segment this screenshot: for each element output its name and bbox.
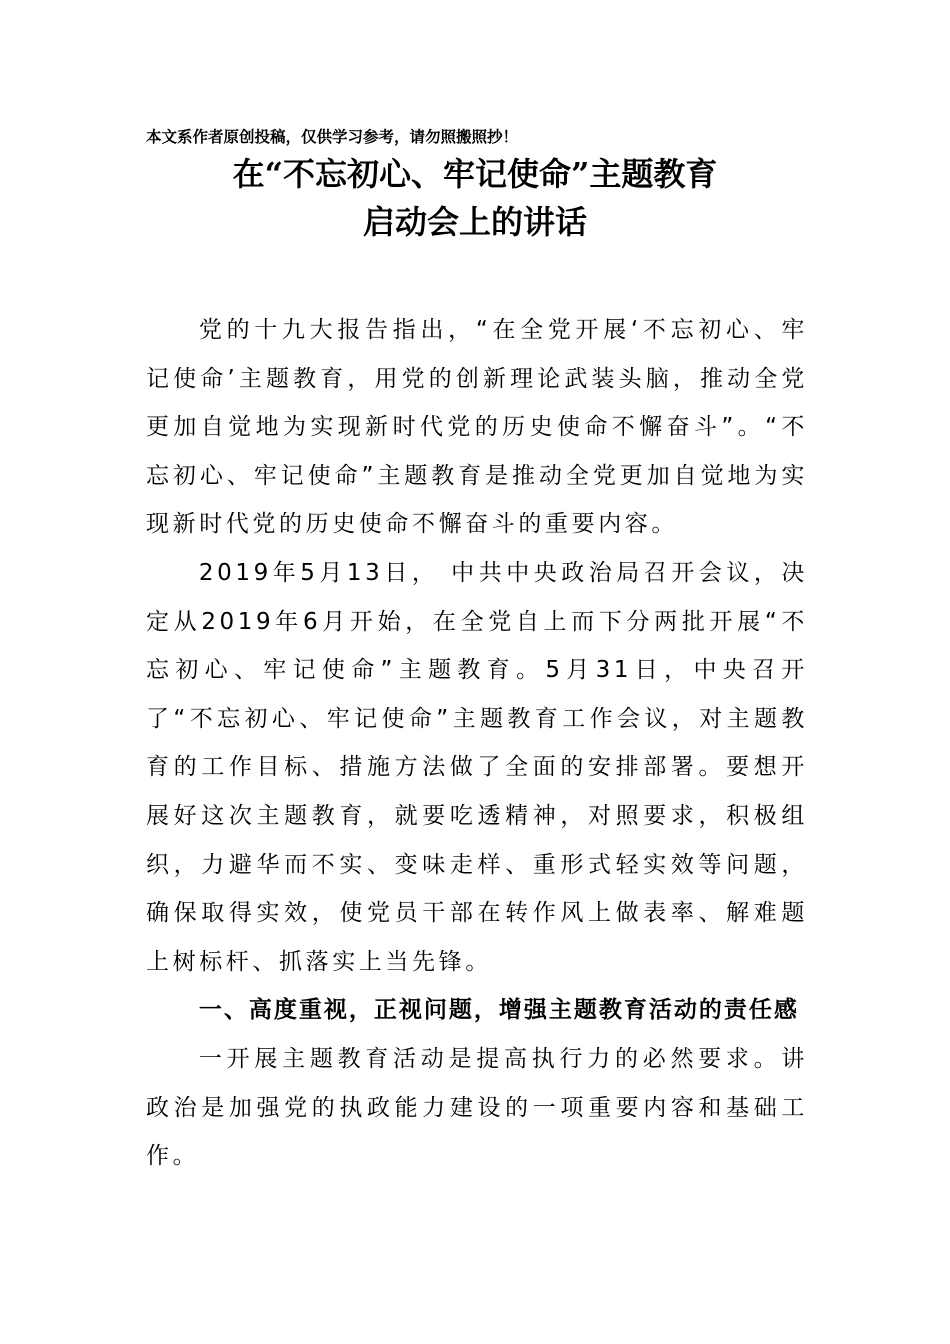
copyright-notice: 本文系作者原创投稿，仅供学习参考，请勿照搬照抄！: [146, 127, 519, 146]
document-title-line-2: 启动会上的讲话: [362, 203, 587, 241]
body-paragraph: 2019年5月13日， 中共中央政治局召开会议，决定从2019年6月开始，在全党自上而下分两批开展“不忘初心、牢记使命”主题教育。5月31日，中央召开了“不忘初心、牢记使命”主题教育工作会议，对主题教育的工作目标、措施方法做了全面的安排部署。要想开展好这次主题教育，就要吃透精神，对照要求，积极组织，力避华而不实、变味走样、重形式轻实效等问题，确保取得实效，使党员干部在转作风上做表率、解难题上树标杆、抓落实上当先锋。: [146, 559, 808, 975]
document-body: [146, 306, 808, 1181]
body-paragraph: 一开展主题教育活动是提高执行力的必然要求。讲政治是加强党的执政能力建设的一项重要内容和基础工作。: [146, 1045, 808, 1170]
body-paragraph: 党的十九大报告指出，“在全党开展‘不忘初心、牢记使命’主题教育，用党的创新理论武装头脑，推动全党更加自觉地为实现新时代党的历史使命不懈奋斗”。“不忘初心、牢记使命”主题教育是推动全党更加自觉地为实现新时代党的历史使命不懈奋斗的重要内容。: [146, 317, 808, 538]
section-heading: 一、高度重视，正视问题，增强主题教育活动的责任感: [198, 997, 799, 1024]
document-title-line-1: 在“不忘初心、牢记使命”主题教育: [232, 155, 718, 193]
